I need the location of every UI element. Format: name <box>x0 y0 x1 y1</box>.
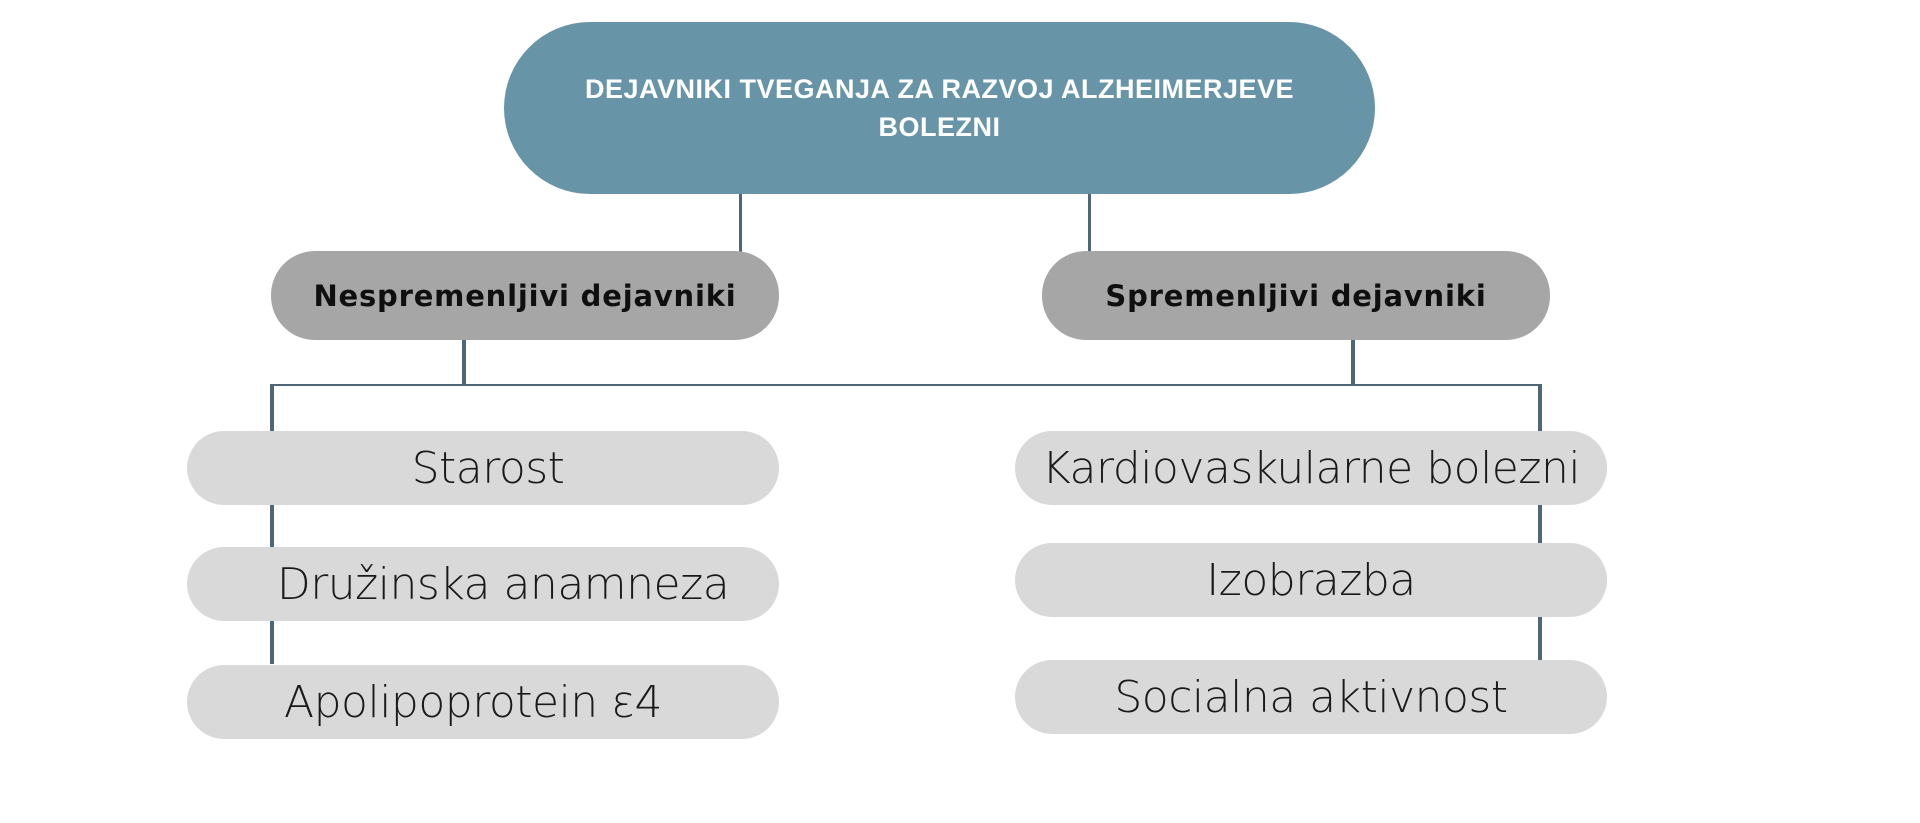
connector-root-right <box>1088 194 1091 252</box>
connector-cat-left-down <box>462 340 466 386</box>
root-title: DEJAVNIKI TVEGANJA ZA RAZVOJ ALZHEIMERJEVE BOLEZNI <box>584 74 1295 142</box>
item-node <box>187 547 779 621</box>
item-label: Družinska anamneza <box>276 558 730 610</box>
item-label: Starost <box>411 442 565 494</box>
item-node <box>187 665 779 739</box>
item-node <box>1015 431 1607 505</box>
item-node <box>1015 543 1607 617</box>
category-node-modifiable <box>1042 251 1550 340</box>
root-node <box>504 22 1375 194</box>
item-label: Socialna aktivnost <box>1114 671 1508 723</box>
category-node-nonmodifiable <box>271 251 779 340</box>
connector-left-vertical <box>270 384 274 664</box>
item-label: Apolipoprotein ε4 <box>284 676 662 728</box>
item-node <box>1015 660 1607 734</box>
connector-horizontal <box>272 384 1542 386</box>
category-label: Nespremenljivi dejavniki <box>313 278 737 313</box>
connector-right-vertical <box>1538 384 1542 660</box>
item-label: Izobrazba <box>1206 554 1416 606</box>
category-label: Spremenljivi dejavniki <box>1105 278 1487 313</box>
connector-cat-right-down <box>1351 340 1355 386</box>
item-node <box>187 431 779 505</box>
item-label: Kardiovaskularne bolezni <box>1041 442 1581 494</box>
connector-root-left <box>739 194 742 252</box>
